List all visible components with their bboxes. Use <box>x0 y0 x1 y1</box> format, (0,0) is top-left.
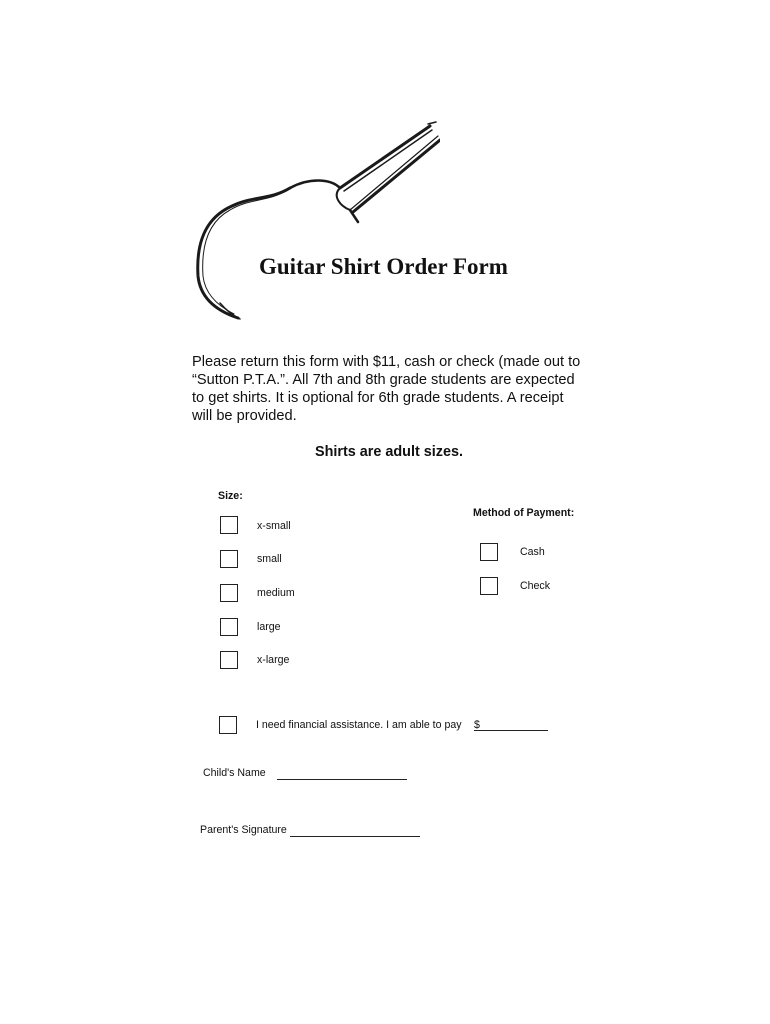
financial-assistance-label: I need financial assistance. I am able to pay <box>256 719 462 731</box>
payment-option-label: Check <box>520 580 551 592</box>
intro-paragraph <box>192 353 612 425</box>
adult-sizes-notice: Shirts are adult sizes. <box>315 444 463 460</box>
checkbox-small[interactable] <box>220 550 238 568</box>
currency-symbol: $ <box>474 719 480 731</box>
intro-line: “Sutton P.T.A.”. All 7th and 8th grade students are expected <box>192 372 575 388</box>
checkbox-medium[interactable] <box>220 584 238 602</box>
checkbox-x-large[interactable] <box>220 651 238 669</box>
guitar-logo-icon <box>190 118 440 323</box>
checkbox-financial-assistance[interactable] <box>219 716 237 734</box>
amount-line[interactable] <box>474 730 548 731</box>
payment-option-label: Cash <box>520 546 545 558</box>
parent-signature-label: Parent's Signature <box>200 824 287 836</box>
child-name-line[interactable] <box>277 779 407 780</box>
size-option-label: small <box>257 553 282 565</box>
parent-signature-line[interactable] <box>290 836 420 837</box>
size-option-label: large <box>257 621 281 633</box>
intro-line: Please return this form with $11, cash or check (made out to <box>192 354 581 370</box>
checkbox-check[interactable] <box>480 577 498 595</box>
child-name-label: Child's Name <box>203 767 266 779</box>
checkbox-x-small[interactable] <box>220 516 238 534</box>
intro-line: to get shirts. It is optional for 6th grade students. A receipt <box>192 390 564 406</box>
checkbox-cash[interactable] <box>480 543 498 561</box>
size-option-label: x-large <box>257 654 290 666</box>
checkbox-large[interactable] <box>220 618 238 636</box>
payment-heading: Method of Payment: <box>473 507 575 519</box>
intro-line: will be provided. <box>192 408 297 424</box>
size-heading: Size: <box>218 490 243 502</box>
size-option-label: medium <box>257 587 295 599</box>
form-title: Guitar Shirt Order Form <box>259 254 508 279</box>
size-option-label: x-small <box>257 520 291 532</box>
